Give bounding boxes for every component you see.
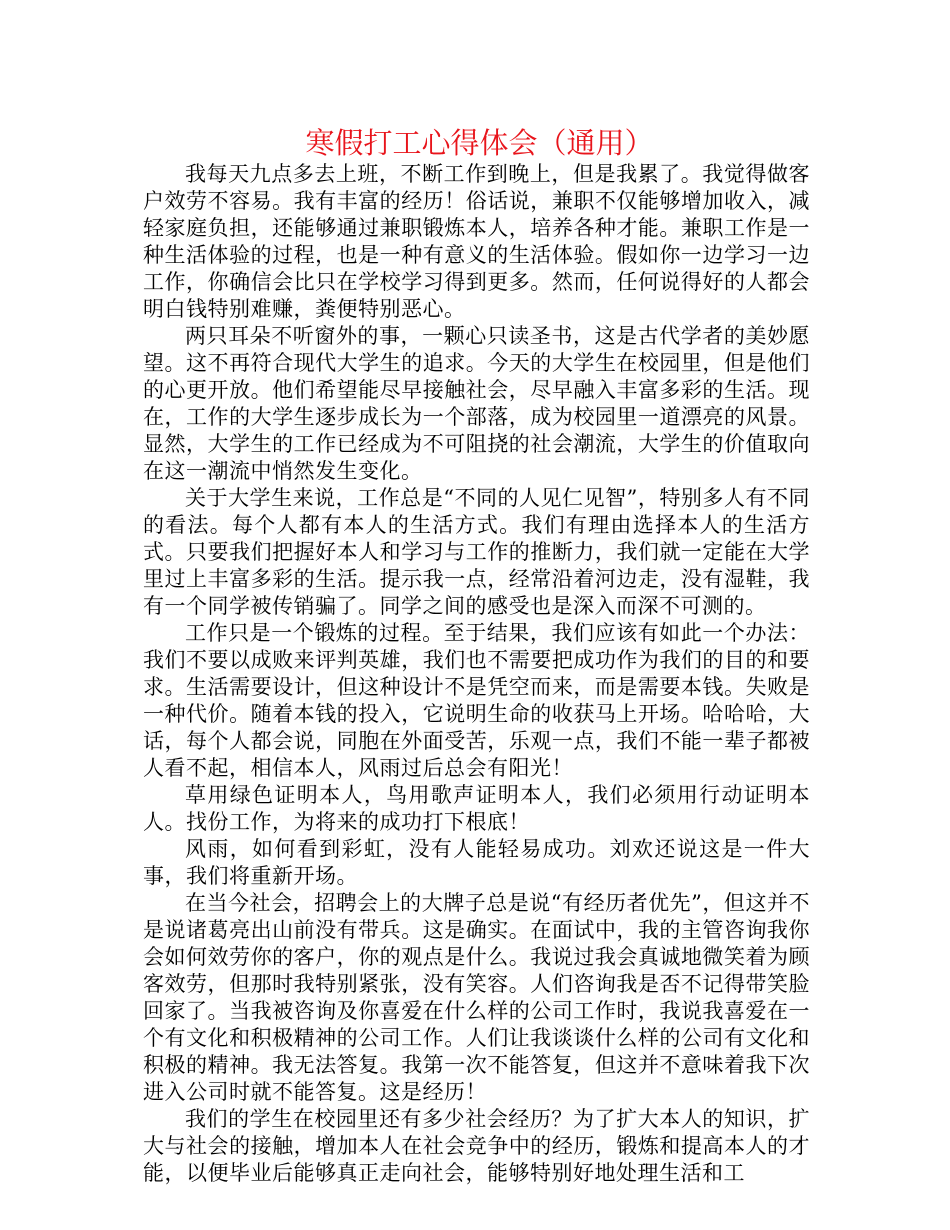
paragraph-2: 两只耳朵不听窗外的事，一颗心只读圣书，这是古代学者的美妙愿望。这不再符合现代大学生的追求。今天的大学生在校园里，但是他们的心更开放。他们希望能尽早接触社会，尽早融入丰富多彩的生活。现在，工作的大学生逐步成长为一个部落，成为校园里一道漂亮的风景。显然，大学生的工作已经成为不可阻挠的社会潮流，大学生的价值取向在这一潮流中悄然发生变化。: [143, 324, 810, 483]
paragraph-1: 我每天九点多去上班，不断工作到晚上，但是我累了。我觉得做客户效劳不容易。我有丰富的经历！俗话说，兼职不仅能够增加收入，减轻家庭负担，还能够通过兼职锻炼本人，培养各种才能。兼职工作是一种生活体验的过程，也是一种有意义的生活体验。假如你一边学习一边工作，你确信会比只在学校学习得到更多。然而，任何说得好的人都会明白钱特别难赚，粪便特别恶心。: [143, 162, 810, 321]
paragraph-4: 工作只是一个锻炼的过程。至于结果，我们应该有如此一个办法：我们不要以成败来评判英雄，我们也不需要把成功作为我们的目的和要求。生活需要设计，但这种设计不是凭空而来，而是需要本钱。失败是一种代价。随着本钱的投入，它说明生命的收获马上开场。哈哈哈，大话，每个人都会说，同胞在外面受苦，乐观一点，我们不能一辈子都被人看不起，相信本人，风雨过后总会有阳光！: [143, 621, 810, 780]
document-page: [143, 126, 810, 1187]
paragraph-3: 关于大学生来说，工作总是“不同的人见仁见智”，特别多人有不同的看法。每个人都有本人的生活方式。我们有理由选择本人的生活方式。只要我们把握好本人和学习与工作的推断力，我们就一定能在大学里过上丰富多彩的生活。提示我一点，经常沿着河边走，没有湿鞋，我有一个同学被传销骗了。同学之间的感受也是深入而深不可测的。: [143, 486, 810, 618]
paragraph-5: 草用绿色证明本人，鸟用歌声证明本人，我们必须用行动证明本人。找份工作，为将来的成功打下根底！: [143, 783, 810, 834]
paragraph-7: 在当今社会，招聘会上的大牌子总是说“有经历者优先”，但这并不是说诸葛亮出山前没有带兵。这是确实。在面试中，我的主管咨询我你会如何效劳你的客户，你的观点是什么。我说过我会真诚地微笑着为顾客效劳，但那时我特别紧张，没有笑容。人们咨询我是否不记得带笑脸回家了。当我被咨询及你喜爱在什么样的公司工作时，我说我喜爱在一个有文化和积极精神的公司工作。人们让我谈谈什么样的公司有文化和积极的精神。我无法答复。我第一次不能答复，但这并不意味着我下次进入公司时就不能答复。这是经历！: [143, 891, 810, 1104]
document-title: 寒假打工心得体会（通用）: [305, 126, 654, 160]
paragraph-8: 我们的学生在校园里还有多少社会经历？为了扩大本人的知识，扩大与社会的接触，增加本人在社会竞争中的经历，锻炼和提高本人的才能，以便毕业后能够真正走向社会，能够特别好地处理生活和工: [143, 1107, 810, 1185]
paragraph-6: 风雨，如何看到彩虹，没有人能轻易成功。刘欢还说这是一件大事，我们将重新开场。: [143, 837, 810, 888]
